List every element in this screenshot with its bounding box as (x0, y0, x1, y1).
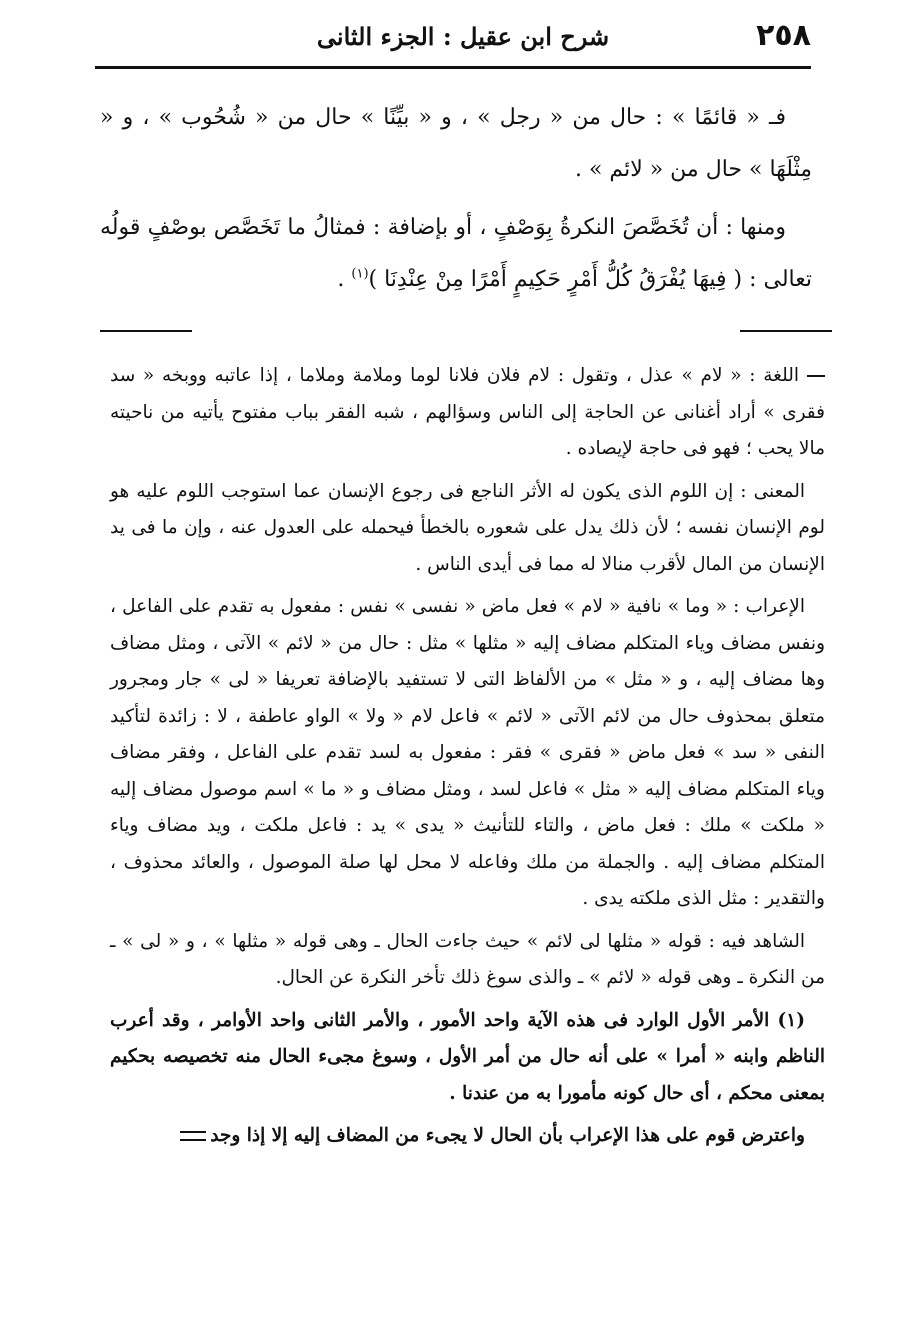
separator-rule-left (100, 330, 192, 332)
main-paragraph-2-end: . (337, 267, 352, 292)
note-lugha-text: اللغة : « لام » عذل ، وتقول : لام فلان فلانا لوما وملامة وملاما ، إذا عاتبه ووبخه « سد فقرى » أراد أغنانى عن الحاجة إلى الناس وسؤالهم ، شبه الفقر بباب مفتوح يأتيه من ناحيته مالا يحب ؛ فهو فى حاجة لإيصاده . (110, 365, 825, 459)
note-maana: المعنى : إن اللوم الذى يكون له الأثر الناجع فى رجوع الإنسان عما استوجب اللوم عليه هو لوم الإنسان نفسه ؛ لأن ذلك يدل على شعوره بالخطأ فيحمله على العدول عنه ، وإن ما فى يد الإنسان من المال لأقرب منالا له مما فى أيدى الناس . (110, 480, 825, 575)
continuation-double-dash-icon (180, 1131, 206, 1141)
page-header (95, 18, 811, 66)
note-last-line-text: واعترض قوم على هذا الإعراب بأن الحال لا يجىء من المضاف إليه إلا إذا وجد (210, 1125, 805, 1146)
footnotes (110, 358, 825, 1161)
note-lugha (110, 358, 825, 468)
main-text (100, 92, 812, 312)
continuation-dash-icon (807, 375, 825, 377)
note-last-line (110, 1118, 825, 1155)
main-paragraph-2 (100, 202, 812, 306)
note-irab: الإعراب : « وما » نافية « لام » فعل ماض « نفسى » نفس : مفعول به تقدم على الفاعل ، ونفس مضاف وياء المتكلم مضاف إليه « مثلها » مثل : حال من « لائم » الآتى ، ومثل مضاف وها مضاف إليه ، و « مثل » من الألفاظ التى لا تستفيد بالإضافة تعريفا « لى » جار ومجرور متعلق بمحذوف حال من لائم الآتى « لائم » فاعل لام « ولا » الواو عاطفة ، لا : زائدة لتأكيد النفى « سد » فعل ماض « فقرى » فقر : مفعول به لسد تقدم على الفاعل ، وفقر مضاف وياء المتكلم مضاف إليه « مثل » فاعل لسد ، ومثل مضاف و « ما » اسم موصول مضاف إليه « ملكت » ملك : فعل ماض ، والتاء للتأنيث « يدى » يد : فاعل ملكت ، ويد مضاف وياء المتكلم مضاف إليه . والجملة من ملك وفاعله لا محل لها صلة الموصول ، والعائد محذوف ، والتقدير : مثل الذى ملكته يدى . (110, 596, 825, 909)
note-shahid: الشاهد فيه : قوله « مثلها لى لائم » حيث جاءت الحال ـ وهى قوله « مثلها » ، و « لى » ـ من النكرة ـ وهى قوله « لائم » ـ والذى سوغ ذلك تأخر النكرة عن الحال. (110, 930, 825, 988)
footnote-1: (١) الأمر الأول الوارد فى هذه الآية واحد الأمور ، والأمر الثانى واحد الأوامر ، وقد أعرب الناظم وابنه « أمرا » على أنه حال من أمر الأول ، وسوغ مجىء الحال منه تخصيصه بحكيم بمعنى محكم ، أى حال كونه مأمورا به من عندنا . (110, 1009, 825, 1104)
page-number: ٢٥٨ (756, 18, 811, 53)
running-title: شرح ابن عقيل : الجزء الثانى (316, 22, 610, 51)
footnote-reference: (١) (351, 266, 369, 282)
main-paragraph-2-text: ومنها : أن تُخَصَّصَ النكرةُ بِوَصْفٍ ، أو بإضافة : فمثالُ ما تَخَصَّص بوصْفٍ قولُه تعالى : ( فِيهَا يُفْرَقُ كُلُّ أَمْرٍ حَكِيمٍ أَمْرًا مِنْ عِنْدِنَا ) (100, 215, 812, 292)
header-rule (95, 66, 811, 69)
separator-rule-right (740, 330, 832, 332)
main-paragraph-1: فـ « قائمًا » : حال من « رجل » ، و « بيِّنًا » حال من « شُحُوب » ، و « مِثْلَهَا » حال من « لائم » . (100, 105, 812, 182)
